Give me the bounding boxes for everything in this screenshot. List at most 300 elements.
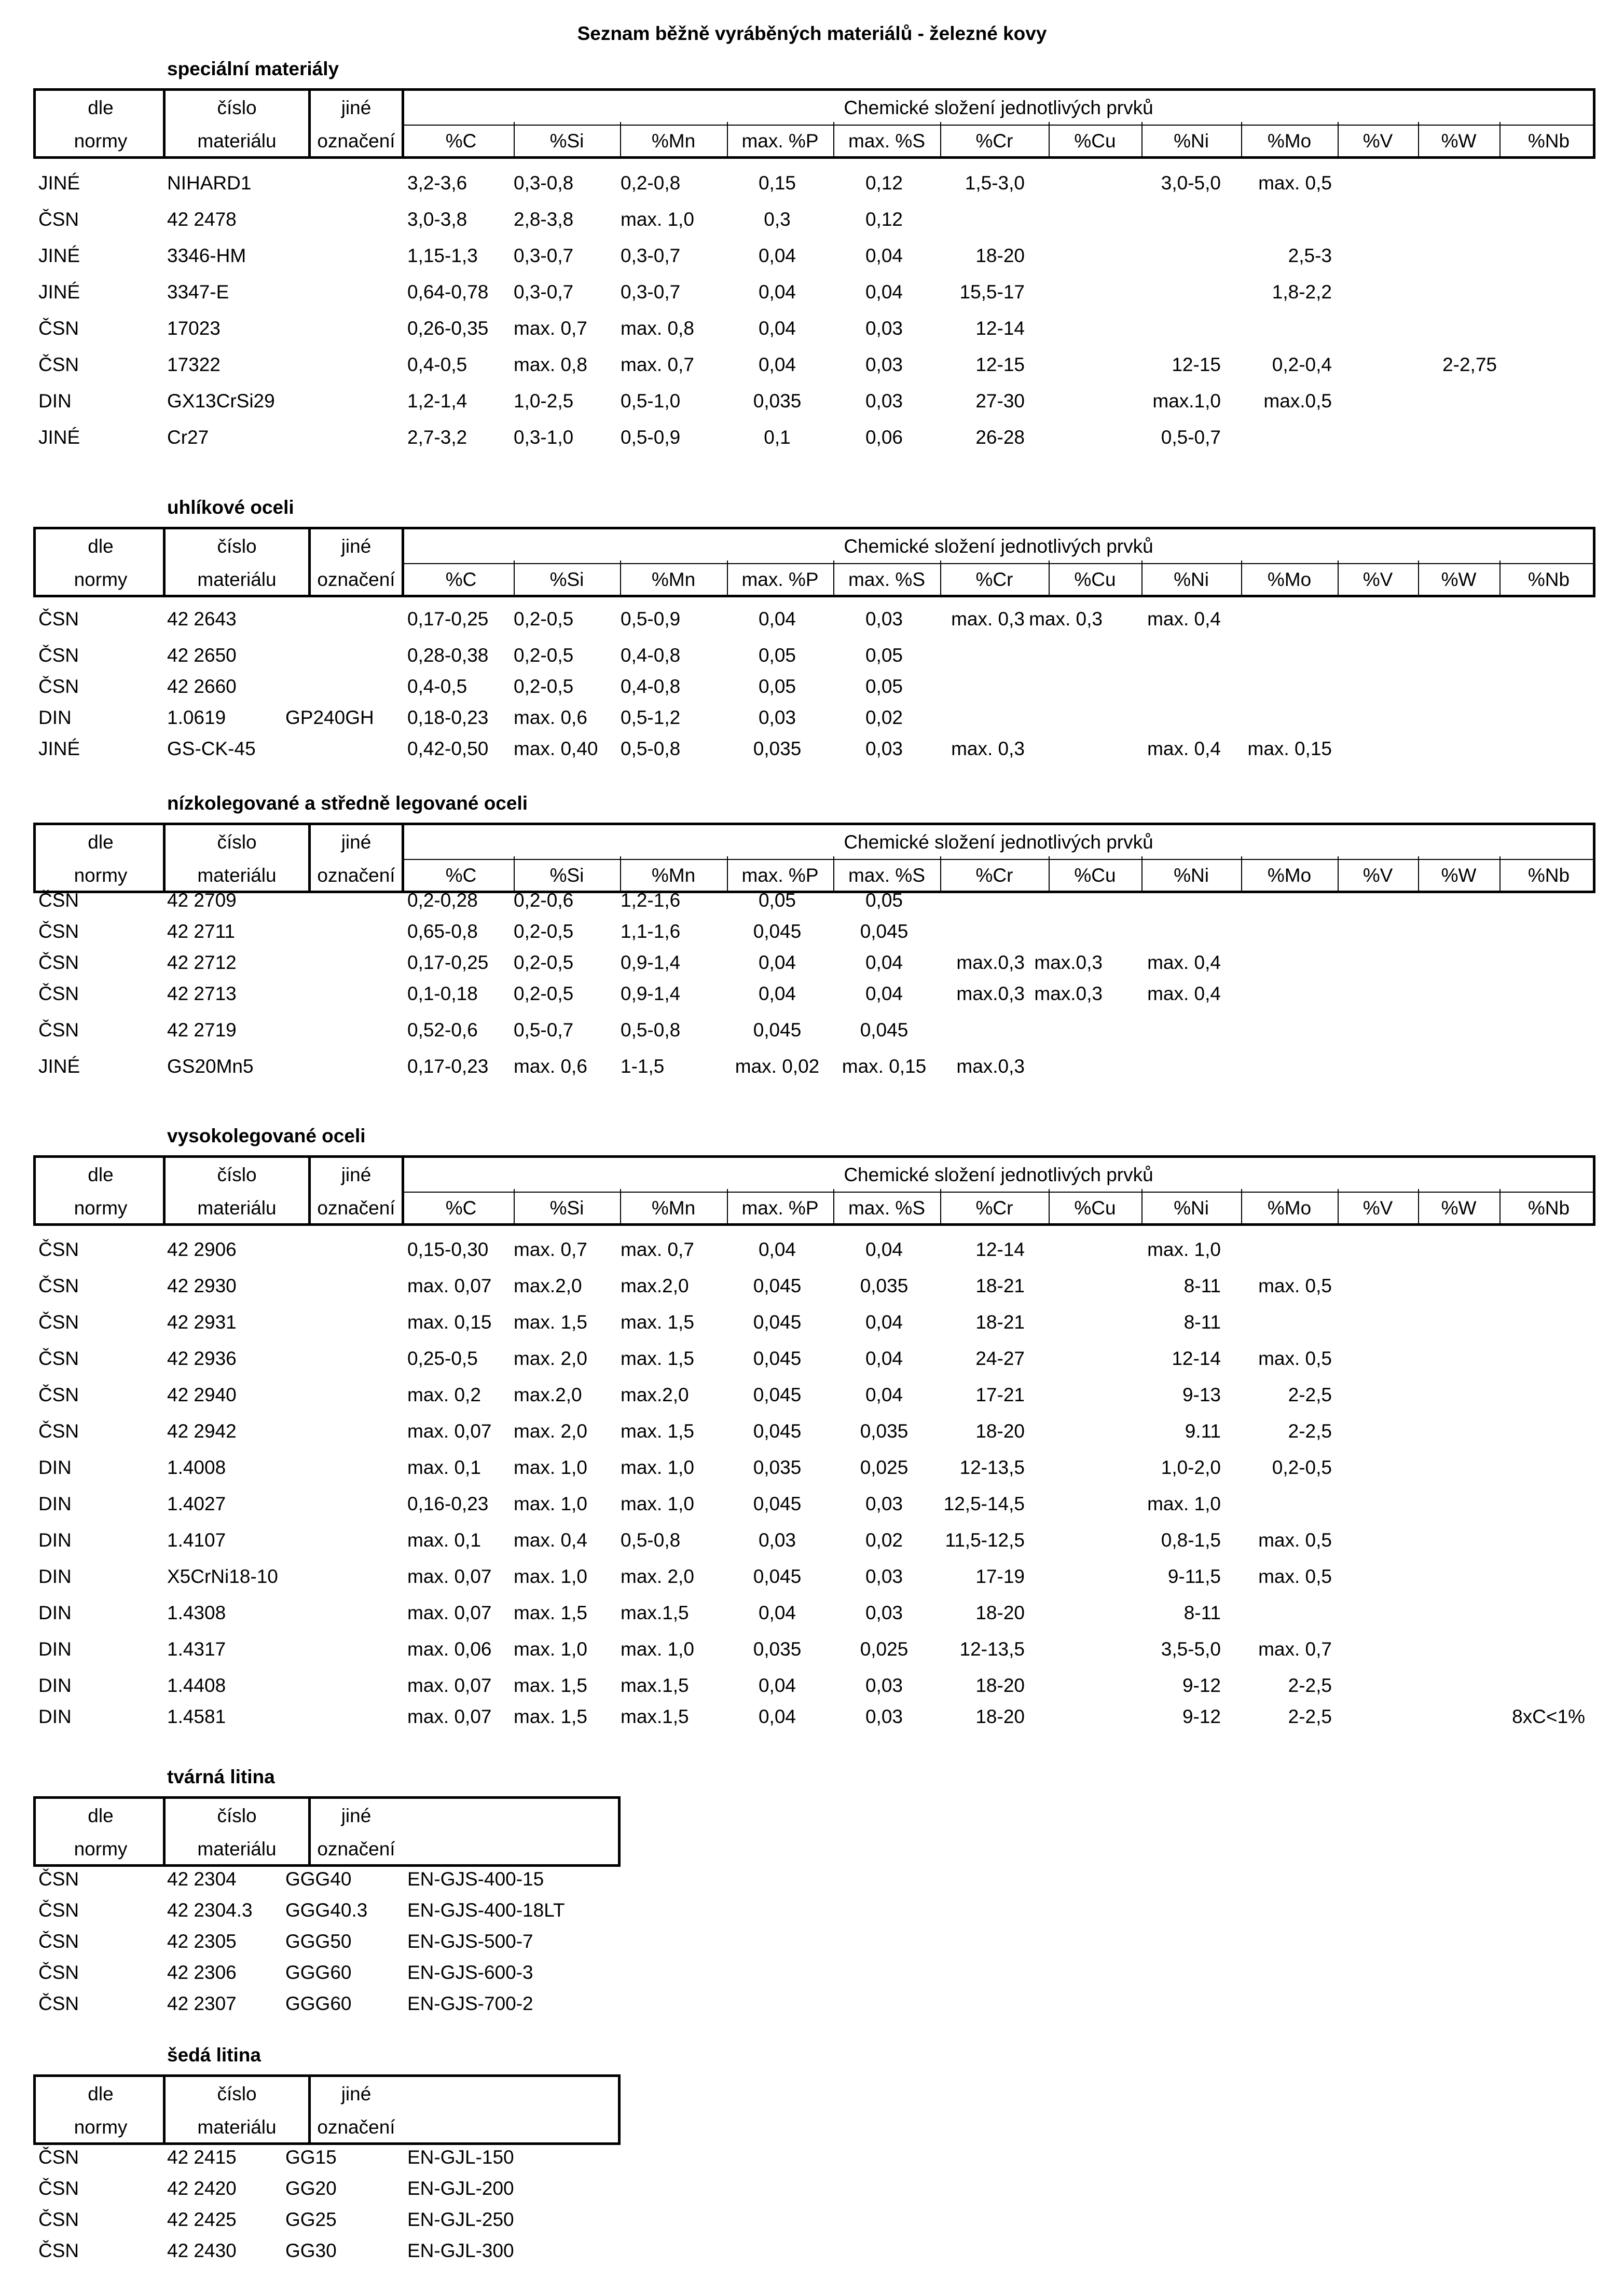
table-row [0,1272,1624,1301]
section-label: šedá litina [167,2044,261,2066]
table-cell: 9.11 [1185,1420,1221,1442]
table-cell: 0,04 [758,318,796,339]
table-row [0,2205,1624,2234]
header-label: normy [74,865,128,886]
table-cell: 0,045 [753,1384,802,1405]
table-cell: 42 2650 [167,645,237,666]
table-cell: 42 2936 [167,1348,237,1369]
table-cell: 18-20 [975,245,1025,266]
header-label: normy [74,569,128,590]
table-cell: 12-14 [1172,1348,1221,1369]
table-cell: Cr27 [167,427,209,448]
divider [308,529,311,595]
header-label: dle [88,831,114,853]
table-cell: 0,52-0,6 [407,1019,478,1041]
table-cell: DIN [38,1457,72,1478]
element-header: %V [1362,1197,1393,1219]
table-cell: max. 0,5 [1258,1566,1332,1587]
table-cell: 1,0-2,5 [514,390,574,412]
divider [163,825,166,891]
table-cell: 0,26-0,35 [407,318,489,339]
element-header: %V [1362,569,1393,590]
table-cell: 3,0-5,0 [1161,172,1221,194]
table-cell: GGG40 [285,1868,352,1890]
table-cell: 0,4-0,5 [407,354,467,375]
table-cell: 0,2-0,5 [514,983,574,1004]
table-row [0,205,1624,234]
table-cell: 42 2304.3 [167,1900,253,1921]
header-label: dle [88,536,114,557]
table-cell: 1,5-3,0 [965,172,1025,194]
table-cell: max. 0,1 [407,1457,481,1478]
table-cell: max. 0,4 [1147,983,1221,1004]
table-cell: EN-GJS-600-3 [407,1962,533,1983]
table-cell: EN-GJL-150 [407,2147,514,2168]
table-cell: 17-19 [975,1566,1025,1587]
table-cell: max. 1,5 [621,1348,694,1369]
table-cell: 0,04 [865,1348,903,1369]
table-cell: 18-21 [975,1311,1025,1333]
table-cell: ČSN [38,1384,79,1405]
table-cell: 0,3-0,7 [514,245,574,266]
table-cell: 0,035 [860,1275,909,1296]
table-cell: max. 0,6 [514,707,587,728]
table-cell: max.2,0 [621,1384,689,1405]
divider [514,122,515,156]
divider [163,529,166,595]
table-cell: 0,04 [758,983,796,1004]
table-cell: 0,2-0,5 [1272,1457,1332,1478]
table-cell: max. 0,3 [951,608,1025,630]
table-cell: EN-GJS-400-15 [407,1868,544,1890]
divider [1418,122,1419,156]
table-cell: max. 0,07 [407,1675,492,1696]
table-cell: GGG40.3 [285,1900,368,1921]
table-row [0,2236,1624,2265]
table-cell: max. 0,8 [514,354,587,375]
element-header: %Ni [1174,1197,1209,1219]
divider [1418,561,1419,595]
table-cell: 0,05 [758,890,796,911]
table-cell: max. 0,6 [514,1056,587,1077]
table-cell: max. 0,15 [407,1311,492,1333]
table-cell: ČSN [38,608,79,630]
header-label: jiné [341,97,371,118]
table-cell: max. 0,15 [1247,738,1332,759]
table-cell: 0,02 [865,1529,903,1551]
table-cell: max. 1,0 [514,1493,587,1514]
header-label: materiálu [197,569,277,590]
table-cell: 0,2-0,5 [514,645,574,666]
divider [1141,122,1143,156]
table-cell: JINÉ [38,245,80,266]
table-cell: 1.0619 [167,707,226,728]
element-header: %W [1441,865,1477,886]
table-cell: 0,04 [865,1384,903,1405]
table-cell: 0,04 [865,281,903,303]
table-cell: ČSN [38,983,79,1004]
element-header: max. %P [741,130,819,152]
table-cell: 42 2660 [167,676,237,697]
header-label: označení [317,1838,395,1860]
table-cell: max. 0,8 [621,318,694,339]
table-cell: GP240GH [285,707,374,728]
table-cell: 42 2478 [167,209,237,230]
table-cell: 0,4-0,5 [407,676,467,697]
table-cell: 42 2420 [167,2178,237,2199]
divider [1418,1189,1419,1223]
table-cell: 0,045 [860,1019,909,1041]
table-row [0,1526,1624,1555]
table-cell: 42 2942 [167,1420,237,1442]
divider [727,122,728,156]
table-cell: 1,15-1,3 [407,245,478,266]
table-cell: ČSN [38,921,79,942]
divider [1499,1189,1501,1223]
table-cell: 0,18-0,23 [407,707,489,728]
table-cell: EN-GJL-250 [407,2209,514,2230]
table-cell: 0,2-0,6 [514,890,574,911]
table-cell: 3,5-5,0 [1161,1638,1221,1660]
table-cell: max. 0,07 [407,1275,492,1296]
table-cell: 17023 [167,318,221,339]
table-row [0,1344,1624,1373]
table-cell: 3,2-3,6 [407,172,467,194]
header-label: označení [317,865,395,886]
table-cell: DIN [38,1602,72,1623]
element-header: %Mn [651,569,696,590]
table-cell: max. 1,0 [1147,1239,1221,1260]
table-row [0,387,1624,416]
element-header: %Nb [1527,1197,1570,1219]
table-cell: 0,045 [753,1348,802,1369]
table-row [0,1052,1624,1081]
table-cell: 8xC<1% [1512,1706,1585,1727]
table-row [0,1671,1624,1700]
table-cell: ČSN [38,952,79,973]
element-header: max. %S [848,1197,926,1219]
table-cell: 0,15 [758,172,796,194]
table-cell: 0,5-0,8 [621,1529,681,1551]
table-cell: 42 2307 [167,1993,237,2014]
table-cell: 1,2-1,4 [407,390,467,412]
table-cell: ČSN [38,1993,79,2014]
divider [833,122,834,156]
table-cell: DIN [38,707,72,728]
header-label: označení [317,2116,395,2138]
table-cell: ČSN [38,1962,79,1983]
table-cell: 0,15-0,30 [407,1239,489,1260]
table-cell: max.2,0 [621,1275,689,1296]
table-cell: 2-2,5 [1288,1384,1332,1405]
table-cell: max.1,5 [621,1706,689,1727]
table-cell: 42 2931 [167,1311,237,1333]
table-cell: 0,17-0,25 [407,608,489,630]
table-cell: max. 0,40 [514,738,598,759]
divider [1241,561,1242,595]
table-cell: ČSN [38,2240,79,2261]
table-cell: JINÉ [38,738,80,759]
table-cell: max. 0,7 [621,354,694,375]
table-cell: 0,03 [758,1529,796,1551]
table-cell: ČSN [38,2147,79,2168]
table-cell: max.0,3 [956,983,1025,1004]
table-cell: ČSN [38,354,79,375]
header-label: číslo [217,1805,257,1826]
table-row [0,1235,1624,1264]
section-label: vysokolegované oceli [167,1125,366,1146]
divider [308,825,311,891]
table-cell: 0,3-0,7 [514,281,574,303]
table-cell: 0,04 [865,1239,903,1260]
table-row [0,1308,1624,1337]
table-row [0,1562,1624,1591]
table-cell: 42 2304 [167,1868,237,1890]
element-header: %Cr [975,865,1013,886]
chem-title: Chemické složení jednotlivých prvků [844,831,1153,853]
table-cell: max.1,5 [621,1675,689,1696]
table-cell: max. 0,4 [514,1529,587,1551]
table-cell: 0,9-1,4 [621,983,681,1004]
table-cell: 12-14 [975,1239,1025,1260]
table-cell: 0,5-0,8 [621,738,681,759]
element-header: %V [1362,865,1393,886]
table-cell: max. 0,07 [407,1420,492,1442]
header-label: normy [74,130,128,152]
table-cell: 9-12 [1182,1706,1221,1727]
table-cell: 0,05 [758,645,796,666]
divider [833,561,834,595]
divider [163,1158,166,1223]
table-cell: 2,5-3 [1288,245,1332,266]
element-header: %Cr [975,569,1013,590]
divider [727,1189,728,1223]
table-cell: NIHARD1 [167,172,252,194]
table-cell: 0,5-0,7 [514,1019,574,1041]
table-cell: EN-GJS-700-2 [407,1993,533,2014]
table-cell: ČSN [38,1868,79,1890]
table-row [0,423,1624,452]
element-header: %W [1441,130,1477,152]
section-label: nízkolegované a středně legované oceli [167,792,528,814]
table-cell: 0,04 [758,1675,796,1696]
table-cell: max. 0,3 [951,738,1025,759]
table-cell: JINÉ [38,1056,80,1077]
table-row [0,1896,1624,1925]
table-row [0,241,1624,270]
table-cell: ČSN [38,676,79,697]
table-cell: 0,04 [865,245,903,266]
table-cell: 0,04 [758,952,796,973]
table-cell: max. 1,0 [1147,1493,1221,1514]
table-cell: 0,12 [865,209,903,230]
table-row [0,1381,1624,1410]
element-header: max. %S [848,130,926,152]
table-cell: ČSN [38,209,79,230]
divider [308,1158,311,1223]
table-cell: GG15 [285,2147,337,2168]
divider [308,1799,311,1864]
element-header: %Mn [651,130,696,152]
table-cell: max. 0,5 [1258,172,1332,194]
table-cell: DIN [38,1638,72,1660]
table-cell: max. 0,06 [407,1638,492,1660]
divider [940,561,941,595]
table-cell: 1.4008 [167,1457,226,1478]
table-cell: max. 2,0 [514,1420,587,1442]
table-cell: DIN [38,1675,72,1696]
table-cell: 0,05 [865,676,903,697]
divider [308,91,311,156]
table-cell: GG30 [285,2240,337,2261]
table-cell: max. 0,4 [1147,608,1221,630]
chem-title: Chemické složení jednotlivých prvků [844,536,1153,557]
table-cell: GG20 [285,2178,337,2199]
table-cell: 8-11 [1183,1275,1221,1296]
table-cell: 0,3-0,8 [514,172,574,194]
table-cell: max.2,0 [514,1384,582,1405]
table-cell: 42 2930 [167,1275,237,1296]
table-header [33,88,1595,159]
table-row [0,948,1624,977]
divider [1338,122,1339,156]
table-cell: 9-11,5 [1167,1566,1221,1587]
table-cell: max. 0,5 [1258,1275,1332,1296]
table-cell: 0,9-1,4 [621,952,681,973]
table-row [0,1702,1624,1731]
table-row [0,672,1624,701]
table-cell: 18-20 [975,1675,1025,1696]
table-cell: 0,5-0,9 [621,427,681,448]
table-cell: 0,035 [753,1638,802,1660]
section-label: speciální materiály [167,58,339,79]
table-cell: max. 0,5 [1258,1529,1332,1551]
table-cell: 2-2,5 [1288,1420,1332,1442]
table-cell: max. 1,0 [514,1457,587,1478]
table-cell: 3346-HM [167,245,246,266]
table-cell: 1,1-1,6 [621,921,681,942]
table-cell: GGG50 [285,1931,352,1952]
table-cell: max. 0,7 [621,1239,694,1260]
header-label: normy [74,1838,128,1860]
table-row [0,703,1624,732]
table-header [33,1155,1595,1226]
table-cell: 0,03 [865,1675,903,1696]
element-header: %Mo [1267,569,1312,590]
table-cell: 0,3-0,7 [621,245,681,266]
table-cell: EN-GJL-300 [407,2240,514,2261]
table-cell: max. 0,4 [1147,952,1221,973]
element-header: %Cr [975,1197,1013,1219]
header-label: materiálu [197,865,277,886]
table-cell: 1.4581 [167,1706,226,1727]
element-header: %Mn [651,1197,696,1219]
divider [514,1189,515,1223]
header-label: jiné [341,536,371,557]
table-cell: 0,2-0,5 [514,676,574,697]
divider [163,1799,166,1864]
element-header: max. %P [741,1197,819,1219]
element-header: %Si [549,865,584,886]
table-cell: 3,0-3,8 [407,209,467,230]
table-cell: ČSN [38,1420,79,1442]
element-header: %Si [549,130,584,152]
table-cell: max. 1,5 [621,1420,694,1442]
chem-title: Chemické složení jednotlivých prvků [844,1164,1153,1185]
table-cell: 0,4-0,8 [621,645,681,666]
header-label: normy [74,1197,128,1219]
element-header: %Mo [1267,130,1312,152]
element-header: %V [1362,130,1393,152]
table-cell: 42 2306 [167,1962,237,1983]
table-cell: GGG60 [285,1962,352,1983]
table-cell: 0,03 [865,608,903,630]
table-cell: 0,045 [753,1019,802,1041]
header-label: dle [88,1805,114,1826]
table-cell: 0,04 [865,1311,903,1333]
table-cell: 0,02 [865,707,903,728]
header-label: číslo [217,536,257,557]
table-cell: 24-27 [975,1348,1025,1369]
divider [308,2077,311,2142]
table-cell: 0,045 [753,1311,802,1333]
table-cell: max.0,5 [1263,390,1332,412]
element-header: %C [445,865,477,886]
table-cell: ČSN [38,890,79,911]
table-cell: 1.4408 [167,1675,226,1696]
table-cell: ČSN [38,1275,79,1296]
table-cell: 0,2-0,5 [514,952,574,973]
table-cell: 0,03 [865,1706,903,1727]
divider [1049,561,1050,595]
table-cell: max. 0,7 [1258,1638,1332,1660]
table-cell: ČSN [38,1900,79,1921]
table-cell: 2-2,5 [1288,1706,1332,1727]
table-cell: max. 0,07 [407,1566,492,1587]
table-cell: max. 1,5 [514,1706,587,1727]
header-label: číslo [217,831,257,853]
table-cell: max.0,3 [956,1056,1025,1077]
table-cell: 0,05 [758,676,796,697]
header-label: číslo [217,2083,257,2105]
table-cell: 1.4027 [167,1493,226,1514]
table-cell: 0,05 [865,645,903,666]
table-cell: max.2,0 [514,1275,582,1296]
divider [620,561,621,595]
table-cell: 0,05 [865,890,903,911]
table-cell: max. 1,0 [514,1638,587,1660]
table-row [0,886,1624,915]
table-row [0,641,1624,670]
table-cell: 0,045 [753,1275,802,1296]
table-cell: max. 0,7 [514,1239,587,1260]
table-cell: 0,04 [758,245,796,266]
table-cell: 0,03 [865,390,903,412]
table-cell: 18-20 [975,1420,1025,1442]
table-cell: ČSN [38,1348,79,1369]
table-cell: 0,04 [865,983,903,1004]
table-cell: 9-12 [1182,1675,1221,1696]
header-label: normy [74,2116,128,2138]
element-header: %Mo [1267,1197,1312,1219]
element-header: %Nb [1527,130,1570,152]
table-cell: max. 1,0 [621,1493,694,1514]
table-header [33,2074,621,2145]
table-cell: 12-14 [975,318,1025,339]
element-header: %Mo [1267,865,1312,886]
table-row [0,314,1624,343]
section-label: uhlíkové oceli [167,497,294,518]
